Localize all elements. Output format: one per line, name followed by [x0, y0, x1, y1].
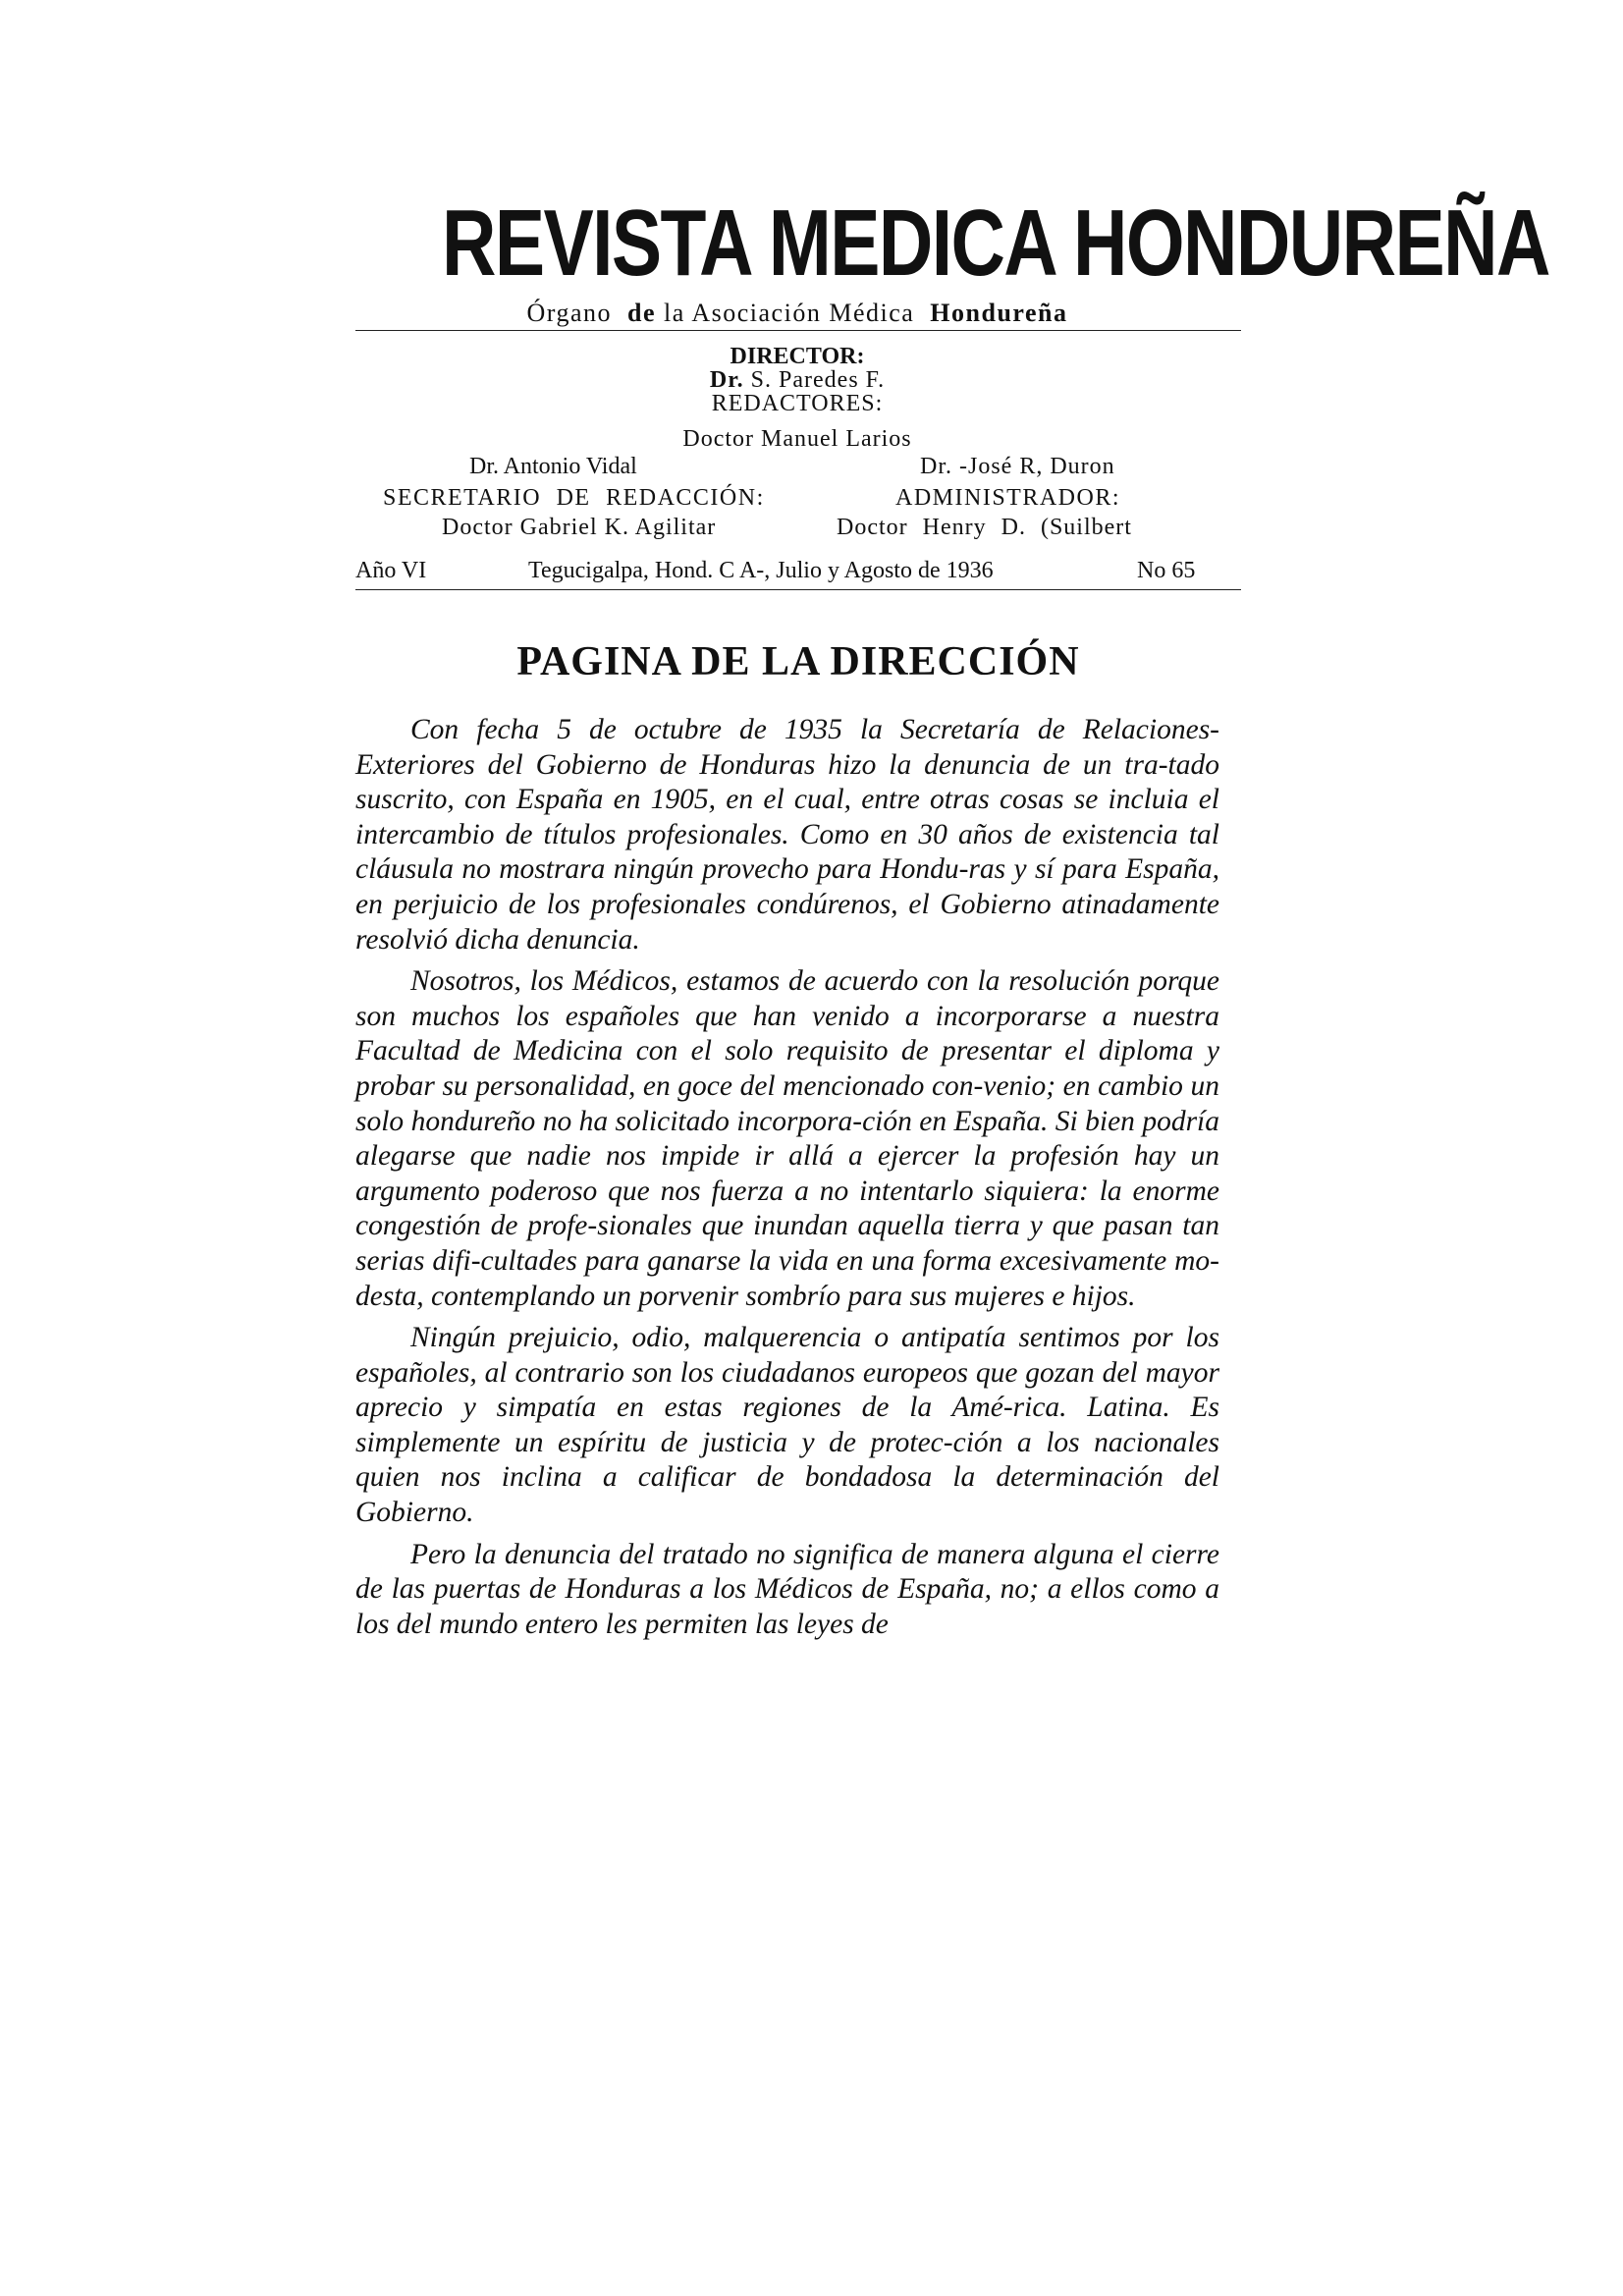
article-paragraph: Con fecha 5 de octubre de 1935 la Secretaría de Relaciones-Exteriores del Gobierno de Honduras hizo la denuncia de un tra-tado suscrito, con España en 1905, en el cual, entre otras cosas se incluia el intercambio de títulos profesionales. Como en 30 años de existencia tal cláusula no mostrara ningún provecho para Hondu-ras y sí para España, en perjuicio de los profesionales condúrenos, el Gobierno atinadamente resolvió dicha denuncia.	[355, 714, 1219, 956]
redactores-label: REDACTORES:	[711, 391, 884, 416]
subtitle-part-organo: Órgano	[526, 299, 613, 327]
journal-subtitle	[355, 299, 1239, 328]
subtitle-part-hondurena: Hondureña	[930, 299, 1068, 327]
journal-masthead: REVISTA MEDICA HONDUREÑA	[442, 191, 1549, 296]
article-paragraph: Ningún prejuicio, odio, malquerencia o antipatía sentimos por los españoles, al contrario son los ciudadanos europeos que gozan del mayor aprecio y simpatía en estas regiones de la Amé-rica. Latina. Es simplemente un espíritu de justicia y de protec-ción a los nacionales quien nos inclina a calificar de bondadosa la determinación del Gobierno.	[355, 1322, 1219, 1529]
administrador-name: Doctor Henry D. (Suilbert	[837, 515, 1132, 540]
subtitle-part-asociacion: la Asociación Médica	[664, 299, 915, 327]
article-body	[355, 713, 1219, 1649]
administrador-label: ADMINISTRADOR:	[895, 485, 1121, 511]
article-paragraph: Pero la denuncia del tratado no significa de manera alguna el cierre de las puertas de Honduras a los Médicos de España, no; a ellos como a los del mundo entero les permiten las leyes de	[355, 1538, 1219, 1640]
issue-year: Año VI	[355, 558, 427, 583]
redactor-larios: Doctor Manuel Larios	[682, 426, 912, 452]
issue-number: No 65	[1137, 558, 1196, 583]
director-name: S. Paredes F.	[750, 367, 886, 393]
article-paragraph: Nosotros, los Médicos, estamos de acuerdo con la resolución porque son muchos los españoles que han venido a incorporarse a nuestra Facultad de Medicina con el solo requisito de presentar el diploma y probar su personalidad, en goce del mencionado con-venio; en cambio un solo hondureño no ha solicitado incorpora-ción en España. Si bien podría alegarse que nadie nos impide ir allá a ejercer la profesión hay un argumento poderoso que nos fuerza a no intentarlo siquiera: la enorme congestión de profe-sionales que inundan aquella tierra y que pasan tan serias difi-cultades para ganarse la vida en una forma excesivamente mo-desta, contemplando un porvenir sombrío para sus mujeres e hijos.	[355, 965, 1219, 1312]
subtitle-part-de: de	[627, 299, 657, 327]
director-prefix: Dr.	[709, 367, 744, 393]
secretario-label: SECRETARIO DE REDACCIÓN:	[383, 485, 765, 511]
redactor-duron: Dr. -José R, Duron	[920, 454, 1115, 479]
director-label: DIRECTOR:	[730, 344, 865, 369]
header-rule-top	[355, 330, 1241, 331]
director-line	[355, 367, 1239, 394]
redactor-vidal: Dr. Antonio Vidal	[469, 454, 637, 479]
header-rule-bottom	[355, 589, 1241, 590]
issue-place-date: Tegucigalpa, Hond. C A-, Julio y Agosto de 1936	[528, 558, 994, 583]
secretario-name: Doctor Gabriel K. Agilitar	[442, 515, 717, 540]
article-title: PAGINA DE LA DIRECCIÓN	[516, 639, 1080, 684]
